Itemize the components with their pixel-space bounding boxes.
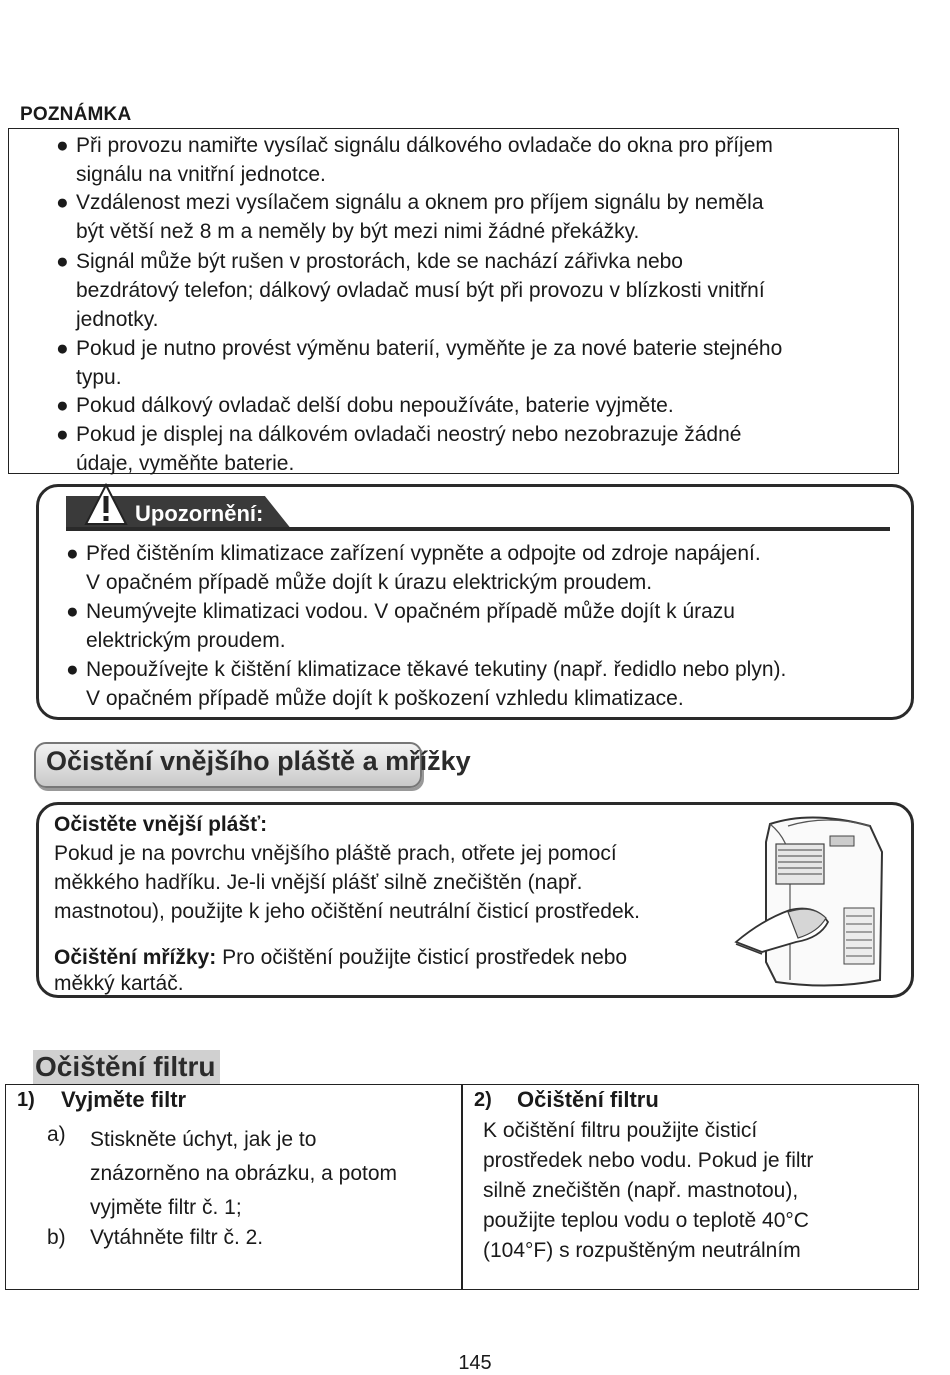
right-line: použijte teplou vodu o teplotě 40°C [483,1209,809,1232]
right-column-text [483,1116,813,1266]
grille-block [54,943,627,998]
bullet-icon: ● [56,337,69,360]
step-letter: b) [47,1226,66,1249]
air-conditioner-wiping-illustration [732,812,892,994]
casing-line: mastnotou), použijte k jeho očištění neutrální čisticí prostředek. [54,900,640,923]
grille-text: Pro očištění použijte čisticí prostředek nebo [216,946,628,969]
casing-block [54,810,640,926]
right-line: K očištění filtru použijte čisticí [483,1119,758,1142]
warning-item [66,539,761,597]
step-a-text [90,1123,397,1225]
grille-line [54,943,627,972]
note-line: Pokud dálkový ovladač delší dobu nepoužíváte, baterie vyjměte. [76,394,674,417]
note-line: být větší než 8 m a neměly by být mezi nimi žádné překážky. [76,220,640,243]
right-line: prostředek nebo vodu. Pokud je filtr [483,1149,814,1172]
right-line: (104°F) s rozpuštěným neutrálním [483,1239,801,1262]
note-line: jednotky. [76,308,159,331]
filter-table-divider [461,1084,463,1290]
right-column-heading: Očištění filtru [517,1087,659,1112]
note-line: Vzdálenost mezi vysílačem signálu a oknem pro příjem signálu by neměla [76,191,764,214]
note-line: Pokud je nutno provést výměnu baterií, vyměňte je za nové baterie stejného [76,337,783,360]
step-line: Stiskněte úchyt, jak je to [90,1128,317,1151]
bullet-icon: ● [56,394,69,417]
left-column-number: 1) [17,1089,35,1111]
note-item [56,391,674,420]
bullet-icon: ● [56,423,69,446]
note-item [56,188,764,246]
grille-heading: Očištění mřížky: [54,946,217,969]
note-line: typu. [76,366,122,389]
warning-line: Před čištěním klimatizace zařízení vypněte a odpojte od zdroje napájení. [86,542,761,565]
note-item [56,247,765,334]
warning-line: Nepoužívejte k čištění klimatizace těkavé tekutiny (např. ředidlo nebo plyn). [86,658,787,681]
bullet-icon: ● [56,250,69,273]
warning-line: Neumývejte klimatizaci vodou. V opačném případě může dojít k úrazu [86,600,735,623]
warning-title: Upozornění: [135,501,264,526]
bullet-icon: ● [66,600,79,623]
bullet-icon: ● [56,191,69,214]
note-line: údaje, vyměňte baterie. [76,452,295,475]
note-line: signálu na vnitřní jednotce. [76,163,326,186]
warning-rule [66,527,890,531]
note-item [56,420,741,478]
warning-line: V opačném případě může dojít k úrazu elektrickým proudem. [86,571,653,594]
grille-line: měkký kartáč. [54,972,184,995]
page-number: 145 [458,1352,492,1374]
warning-triangle-icon [84,483,128,527]
filter-title: Očištění filtru [35,1051,216,1082]
section-title: Očistění vnějšího pláště a mřížky [46,746,471,776]
warning-item [66,655,786,713]
note-item [56,131,773,189]
note-heading: POZNÁMKA [20,104,132,125]
warning-line: elektrickým proudem. [86,629,286,652]
left-column-heading: Vyjměte filtr [61,1087,187,1112]
bullet-icon: ● [56,134,69,157]
step-b-text: Vytáhněte filtr č. 2. [90,1226,264,1249]
warning-line: V opačném případě může dojít k poškození vzhledu klimatizace. [86,687,684,710]
step-letter: a) [47,1123,66,1146]
note-line: bezdrátový telefon; dálkový ovladač musí být při provozu v blízkosti vnitřní [76,279,765,302]
right-column-number: 2) [474,1089,492,1111]
note-line: Pokud je displej na dálkovém ovladači neostrý nebo nezobrazuje žádné [76,423,742,446]
warning-item [66,597,735,655]
note-line: Při provozu namiřte vysílač signálu dálkového ovladače do okna pro příjem [76,134,773,157]
casing-line: měkkého hadříku. Je-li vnější plášť silně znečištěn (např. [54,871,583,894]
note-line: Signál může být rušen v prostorách, kde se nachází zářivka nebo [76,250,683,273]
bullet-icon: ● [66,658,79,681]
step-line: znázorněno na obrázku, a potom [90,1162,398,1185]
casing-line: Pokud je na povrchu vnějšího pláště prach, otřete jej pomocí [54,842,617,865]
note-item [56,334,782,392]
casing-heading: Očistěte vnější plášť: [54,813,268,836]
step-line: vyjměte filtr č. 1; [90,1196,242,1219]
right-line: silně znečištěn (např. mastnotou), [483,1179,799,1202]
bullet-icon: ● [66,542,79,565]
